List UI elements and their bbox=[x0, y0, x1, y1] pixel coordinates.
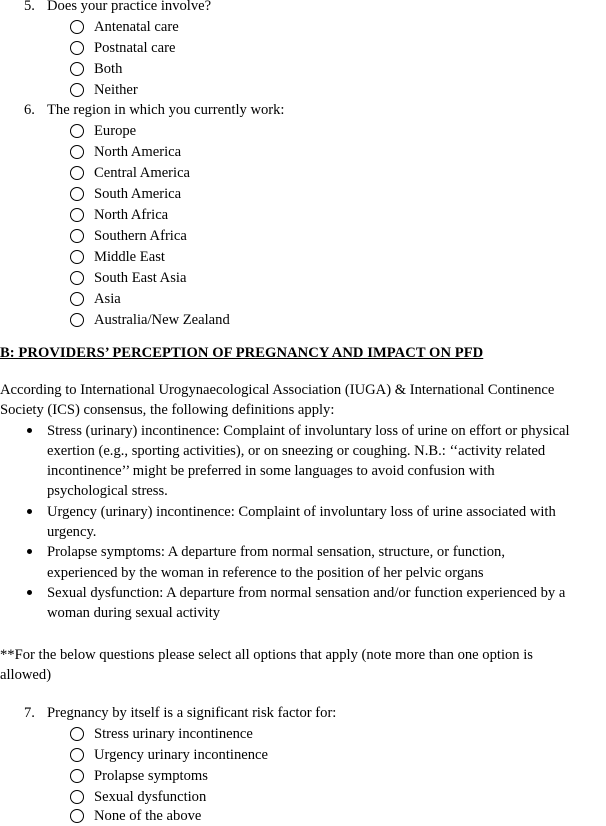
question-5-text: Does your practice involve? bbox=[47, 0, 212, 14]
intro-line-1: According to International Urogynaecological Association (IUGA) & International Continence bbox=[0, 382, 555, 398]
definition-2-line-2: urgency. bbox=[47, 524, 97, 540]
bullet-icon bbox=[27, 549, 32, 554]
option-label: Central America bbox=[94, 165, 191, 181]
option-label: Asia bbox=[94, 291, 121, 307]
bullet-icon bbox=[27, 428, 32, 433]
option-label: Urgency urinary incontinence bbox=[94, 747, 268, 763]
question-5-number: 5. bbox=[24, 0, 35, 14]
option-label: Europe bbox=[94, 123, 137, 139]
note-line-1: **For the below questions please select all options that apply (note more than one option is bbox=[0, 647, 533, 663]
definition-4-line-1: Sexual dysfunction: A departure from normal sensation and/or function experienced by a bbox=[47, 585, 566, 601]
intro-line-2: Society (ICS) consensus, the following definitions apply: bbox=[0, 402, 335, 418]
radio-button[interactable] bbox=[70, 41, 84, 55]
radio-button[interactable] bbox=[70, 250, 84, 264]
radio-button[interactable] bbox=[70, 145, 84, 159]
radio-button[interactable] bbox=[70, 124, 84, 138]
radio-button[interactable] bbox=[70, 790, 84, 804]
radio-button[interactable] bbox=[70, 809, 84, 823]
radio-button[interactable] bbox=[70, 166, 84, 180]
option-label: None of the above bbox=[94, 808, 202, 824]
question-6-text: The region in which you currently work: bbox=[47, 102, 285, 118]
question-6-number: 6. bbox=[24, 102, 35, 118]
option-label: Stress urinary incontinence bbox=[94, 726, 253, 742]
option-label: Southern Africa bbox=[94, 228, 187, 244]
definition-1-line-4: psychological stress. bbox=[47, 483, 168, 499]
radio-button[interactable] bbox=[70, 187, 84, 201]
definition-3-line-2: experienced by the woman in reference to the position of her pelvic organs bbox=[47, 565, 484, 581]
option-label: Sexual dysfunction bbox=[94, 789, 207, 805]
definition-1-line-1: Stress (urinary) incontinence: Complaint of involuntary loss of urine on effort or physical bbox=[47, 423, 570, 439]
radio-button[interactable] bbox=[70, 769, 84, 783]
definition-3-line-1: Prolapse symptoms: A departure from normal sensation, structure, or function, bbox=[47, 544, 505, 560]
question-7-text: Pregnancy by itself is a significant risk factor for: bbox=[47, 705, 337, 721]
definition-2-line-1: Urgency (urinary) incontinence: Complaint of involuntary loss of urine associated with bbox=[47, 504, 556, 520]
option-label: Middle East bbox=[94, 249, 165, 265]
definition-1-line-2: exertion (e.g., sporting activities), or on sneezing or coughing. N.B.: ‘‘activity related bbox=[47, 443, 546, 459]
option-label: North Africa bbox=[94, 207, 169, 223]
option-label: South East Asia bbox=[94, 270, 187, 286]
question-7-number: 7. bbox=[24, 705, 35, 721]
definition-1-line-3: incontinence’’ might be preferred in some languages to avoid confusion with bbox=[47, 463, 495, 479]
radio-button[interactable] bbox=[70, 20, 84, 34]
note-line-2: allowed) bbox=[0, 667, 52, 683]
radio-button[interactable] bbox=[70, 62, 84, 76]
option-label: North America bbox=[94, 144, 182, 160]
radio-button[interactable] bbox=[70, 271, 84, 285]
option-label: Neither bbox=[94, 82, 138, 98]
option-label: Australia/New Zealand bbox=[94, 312, 230, 328]
option-label: Postnatal care bbox=[94, 40, 176, 56]
option-label: South America bbox=[94, 186, 182, 202]
radio-button[interactable] bbox=[70, 83, 84, 97]
bullet-icon bbox=[27, 509, 32, 514]
radio-button[interactable] bbox=[70, 748, 84, 762]
radio-button[interactable] bbox=[70, 229, 84, 243]
radio-button[interactable] bbox=[70, 208, 84, 222]
radio-button[interactable] bbox=[70, 727, 84, 741]
bullet-icon bbox=[27, 590, 32, 595]
definition-4-line-2: woman during sexual activity bbox=[47, 605, 221, 621]
option-label: Both bbox=[94, 61, 123, 77]
option-label: Antenatal care bbox=[94, 19, 179, 35]
radio-button[interactable] bbox=[70, 292, 84, 306]
option-label: Prolapse symptoms bbox=[94, 768, 208, 784]
radio-button[interactable] bbox=[70, 313, 84, 327]
section-b-heading: B: PROVIDERS’ PERCEPTION OF PREGNANCY AND IMPACT ON PFD bbox=[0, 345, 484, 361]
